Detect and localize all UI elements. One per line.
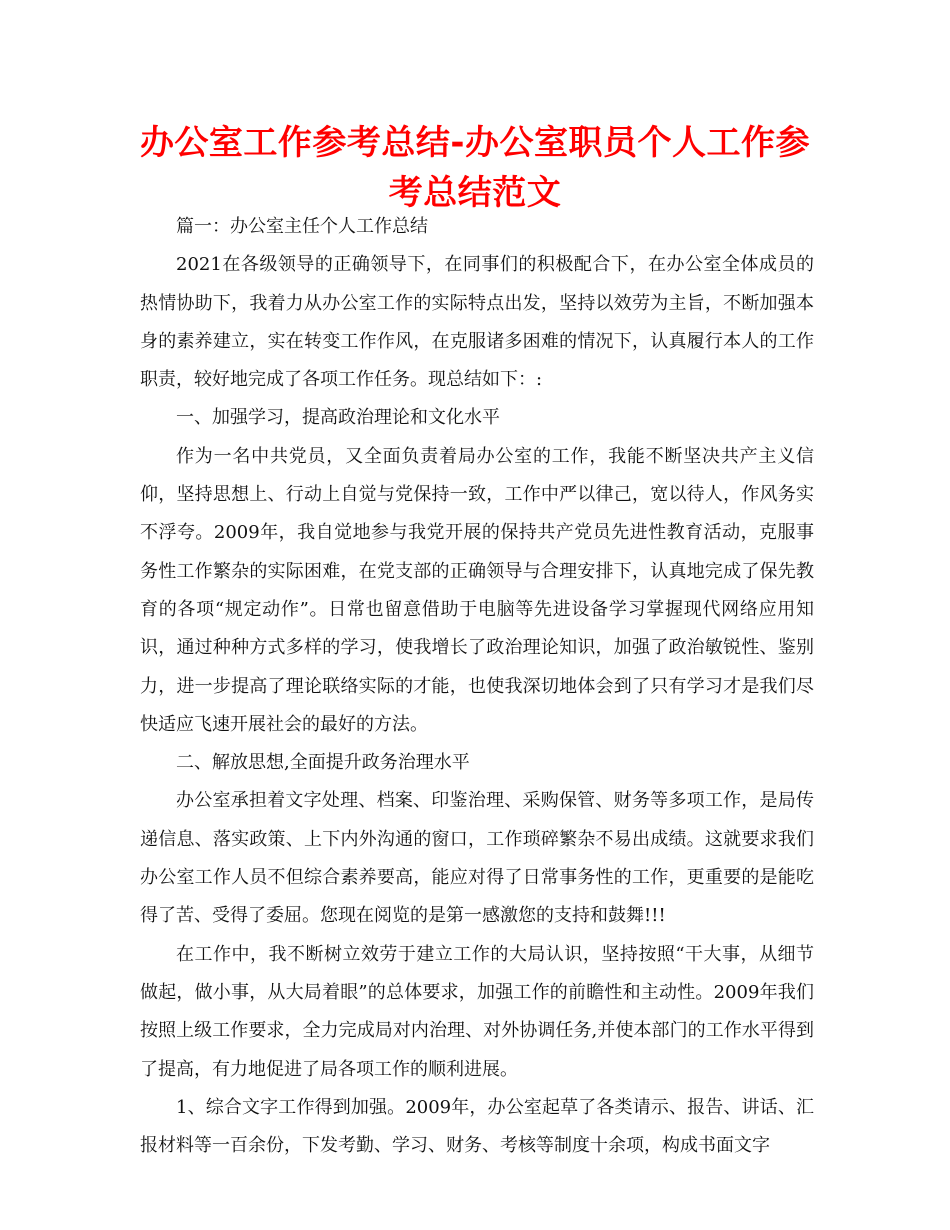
paragraph: 篇一：办公室主任个人工作总结 bbox=[176, 216, 428, 237]
paragraph: 作为一名中共党员，又全面负责着局办公室的工作，我能不断坚决共产主义信仰，坚持思想上、行动上自觉与党保持一致，工作中严以律己，宽以待人，作风务实不浮夸。2009年，我自觉地参与我党开展的保持共产党员先进性教育活动，克服事务性工作繁杂的实际困难，在党支部的正确领导与合理安排下，认真地完成了保先教育的各项“规定动作”。日常也留意借助于电脑等先进设备学习掌握现代网络应用知识，通过种种方式多样的学习，使我增长了政治理论知识，加强了政治敏锐性、鉴别力，进一步提高了理论联络实际的才能，也使我深切地体会到了只有学习才是我们尽快适应飞速开展社会的最好的方法。 bbox=[140, 445, 814, 735]
paragraph: 2021在各级领导的正确领导下，在同事们的积极配合下，在办公室全体成员的热情协助下，我着力从办公室工作的实际特点出发，坚持以效劳为主旨，不断加强本身的素养建立，实在转变工作作风，在克服诸多困难的情况下，认真履行本人的工作职责，较好地完成了各项工作任务。现总结如下：: bbox=[140, 254, 814, 391]
paragraph: 二、解放思想,全面提升政务治理水平 bbox=[176, 752, 470, 774]
document-body bbox=[140, 208, 814, 1165]
paragraph: 办公室承担着文字处理、档案、印鉴治理、采购保管、财务等多项工作，是局传递信息、落实政策、上下内外沟通的窗口，工作琐碎繁杂不易出成绩。这就要求我们办公室工作人员不但综合素养要高，能应对得了日常事务性的工作，更重要的是能吃得了苦、受得了委屈。您现在阅览的是第一感激您的支持和鼓舞!!! bbox=[140, 790, 814, 927]
paragraph: 一、加强学习，提高政治理论和文化水平 bbox=[176, 407, 500, 429]
paragraph: 在工作中，我不断树立效劳于建立工作的大局认识，坚持按照“干大事，从细节做起，做小事，从大局着眼”的总体要求，加强工作的前瞻性和主动性。2009年我们按照上级工作要求，全力完成局对内治理、对外协调任务,并使本部门的工作水平得到了提高，有力地促进了局各项工作的顺利进展。 bbox=[140, 943, 814, 1080]
paragraph: 1、综合文字工作得到加强。2009年，办公室起草了各类请示、报告、讲话、汇报材料等一百余份，下发考勤、学习、财务、考核等制度十余项，构成书面文字 bbox=[140, 1096, 814, 1157]
document-title: 办公室工作参考总结-办公室职员个人工作参考总结范文 bbox=[139, 123, 811, 213]
